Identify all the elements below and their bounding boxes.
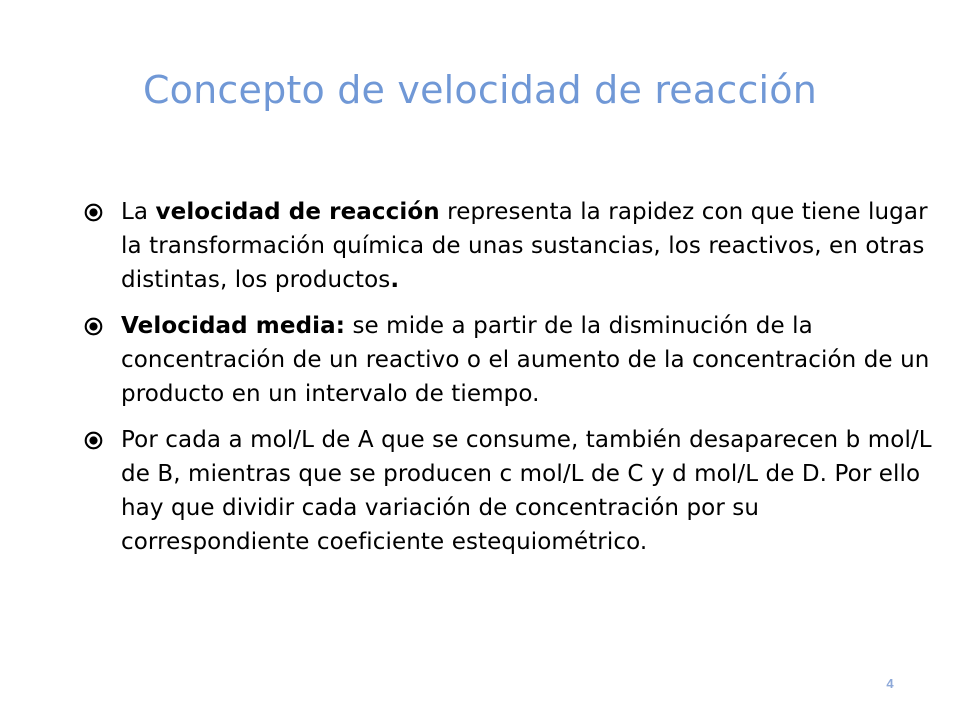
bullet-text-segment: La [121,199,156,225]
bullet-text [121,199,928,293]
bullet-item [84,423,944,559]
target-bullet-icon [84,431,103,450]
bullet-list [84,195,944,571]
bullet-text-segment-bold: . [390,267,400,293]
page-number: 4 [886,676,894,691]
bullet-text [121,313,929,407]
bullet-item [84,195,944,297]
bullet-text-segment: se mide a partir de la disminución de la concentración de un reactivo o el aumento de la concentración de un producto en un intervalo de tiempo. [121,313,930,407]
target-bullet-icon [84,203,103,222]
bullet-text-segment-bold: velocidad de reacción [155,199,440,225]
bullet-text-segment: Por cada a mol/L de A que se consume, también desaparecen b mol/L de B, mientras que se producen c mol/L de C y d mol/L de D. Por ello hay que dividir cada variación de concentración por su correspondiente coeficiente estequiométrico. [121,427,932,555]
bullet-text [121,427,932,555]
slide-title: Concepto de velocidad de reacción [142,68,818,112]
bullet-text-segment-bold: Velocidad media: [121,313,346,339]
target-bullet-icon [84,317,103,336]
bullet-text-segment: representa la rapidez con que tiene lugar la transformación química de unas sustancias, los reactivos, en otras distintas, los productos [121,199,928,293]
bullet-item [84,309,944,411]
